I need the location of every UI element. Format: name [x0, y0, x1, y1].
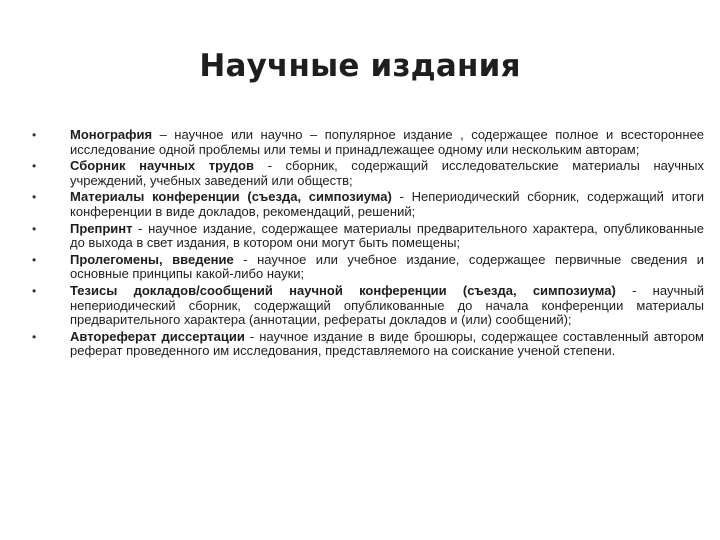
term-definition: - научное или учебное издание, содержащее первичные сведения и основные принципы какой-либо науки; [70, 251, 705, 282]
bullet-icon: • [32, 159, 37, 174]
list-item [24, 190, 704, 219]
bullet-icon: • [32, 221, 37, 236]
bullet-icon: • [32, 190, 37, 205]
list-item [24, 253, 704, 282]
list-item [24, 284, 704, 328]
term-label: Монография [70, 127, 153, 142]
term-definition: - научный непериодический сборник, содержащий опубликованные до начала конференции материалы предварительного характера (аннотации, рефераты докладов и (или) сообщений); [70, 282, 704, 328]
list-item [24, 159, 704, 188]
term-definition: - научное издание в виде брошюры, содержащее составленный автором реферат проведенного им исследования, представляемого на соискание ученой степени. [70, 328, 704, 359]
term-definition: - Непериодический сборник, содержащий итоги конференции в виде докладов, рекомендаций, решений; [70, 189, 704, 219]
list-item [24, 222, 704, 251]
list-item [24, 128, 704, 157]
term-label: Автореферат диссертации [70, 328, 245, 344]
term-definition: – научное или научно – популярное издание , содержащее полное и всестороннее исследование одной проблемы или темы и принадлежащее одному или нескольким авторам; [70, 127, 704, 157]
term-label: Пролегомены, введение [70, 251, 234, 267]
bullet-icon: • [32, 252, 37, 267]
term-definition: - сборник, содержащий исследовательские материалы научных учреждений, учебных заведений или обществ; [70, 158, 704, 188]
term-label: Материалы конференции (съезда, симпозиума) [70, 189, 392, 205]
term-definition: - научное издание, содержащее материалы предварительного характера, опубликованные до выхода в свет издания, в котором они могут быть помещены; [70, 220, 704, 251]
term-label: Сборник научных трудов [70, 158, 254, 174]
term-label: Тезисы докладов/сообщений научной конференции (съезда, симпозиума) [70, 282, 616, 298]
term-label: Препринт [70, 220, 133, 236]
list-item [24, 330, 704, 359]
slide-title: Научные издания [199, 48, 521, 84]
definition-list [24, 128, 704, 361]
bullet-icon: • [32, 128, 37, 142]
bullet-icon: • [32, 329, 37, 344]
bullet-icon: • [32, 283, 37, 298]
